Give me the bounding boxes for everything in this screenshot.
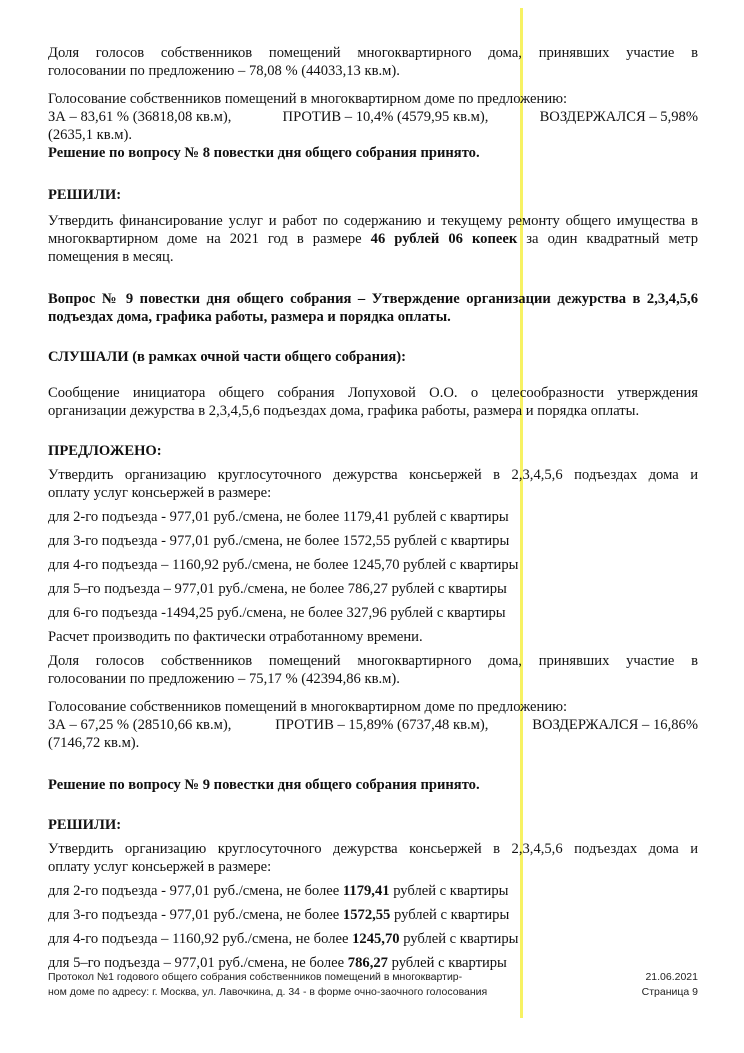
decision-question-8: Решение по вопросу № 8 повестки дня общего собрания принято. [48,145,480,161]
resolved-1-line-2-part-1: многоквартирном доме на 2021 год в размере [48,231,371,247]
proposed-item-entrance-3: для 3-го подъезда - 977,01 руб./смена, не более 1572,55 рублей с квартиры [48,533,510,549]
document-content [48,44,698,972]
voting-paragraph-line-3: (2635,1 кв.м). [48,127,133,143]
heard-heading: СЛУШАЛИ (в рамках очной части общего собрания): [48,349,407,365]
footer-page-number: Страница 9 [641,986,698,998]
resolved-1-line-2 [48,230,698,248]
resolved-item-entrance-4 [48,930,698,948]
resolved-1-line-2-part-2: за один квадратный метр [517,231,699,247]
proposed-payment-note: Расчет производить по фактически отработанному времени. [48,629,423,645]
resolved-1-line-3: помещения в месяц. [48,249,174,265]
proposed-item-entrance-5: для 5–го подъезда – 977,01 руб./смена, не более 786,27 рублей с квартиры [48,581,507,597]
proposed-item-entrance-4: для 4-го подъезда – 1160,92 руб./смена, не более 1245,70 рублей с квартиры [48,557,519,573]
vote-abstained: ВОЗДЕРЖАЛСЯ – 5,98% [539,109,698,125]
voting-2-line-1: Голосование собственников помещений в многоквартирном доме по предложению: [48,699,568,715]
resolved-2-line-2: оплату услуг консьержей в размере: [48,859,272,875]
question-9-line-2: подъездах дома, графика работы, размера и порядка оплаты. [48,309,451,325]
proposed-line-1: Утвердить организацию круглосуточного дежурства консьержей в 2,3,4,5,6 подъездах дома и [48,467,698,483]
proposed-item-entrance-6: для 6-го подъезда -1494,25 руб./смена, не более 327,96 рублей с квартиры [48,605,506,621]
footer-protocol-line-2: ном доме по адресу: г. Москва, ул. Лавочкина, д. 34 - в форме очно-заочного голосования [48,986,488,998]
resolved-item-entrance-4-post: рублей с квартиры [399,931,519,947]
voting-paragraph-line-1: Голосование собственников помещений в многоквартирном доме по предложению: [48,91,568,107]
proposed-line-2: оплату услуг консьержей в размере: [48,485,272,501]
voting-results-line [48,108,698,126]
resolved-item-entrance-2 [48,882,698,900]
resolved-item-entrance-2-amount: 1179,41 [342,883,390,899]
resolved-item-entrance-5-amount: 786,27 [347,955,388,971]
footer-date: 21.06.2021 [645,971,698,983]
resolved-item-entrance-2-post: рублей с квартиры [389,883,509,899]
resolved-item-entrance-3-pre: для 3-го подъезда - 977,01 руб./смена, не более [48,907,343,923]
resolved-item-entrance-4-pre: для 4-го подъезда – 1160,92 руб./смена, не более [48,931,353,947]
resolved-item-entrance-5-pre: для 5–го подъезда – 977,01 руб./смена, не более [48,955,348,971]
participation-paragraph-line-1: Доля голосов собственников помещений многоквартирного дома, принявших участие в [48,45,698,61]
footer-protocol-text [48,970,548,1000]
resolved-item-entrance-4-amount: 1245,70 [352,931,400,947]
vote-against: ПРОТИВ – 10,4% (4579,95 кв.м), [282,109,489,125]
resolved-heading-1: РЕШИЛИ: [48,187,122,203]
voting-2-line-3: (7146,72 кв.м). [48,735,140,751]
heard-line-1: Сообщение инициатора общего собрания Лопуховой О.О. о целесообразности утверждения [48,385,698,401]
heard-line-2: организации дежурства в 2,3,4,5,6 подъездах дома, графика работы, размера и порядка оплаты. [48,403,640,419]
resolved-heading-2: РЕШИЛИ: [48,817,122,833]
resolved-2-line-1: Утвердить организацию круглосуточного дежурства консьержей в 2,3,4,5,6 подъездах дома и [48,841,698,857]
vote-2-abstained: ВОЗДЕРЖАЛСЯ – 16,86% [532,717,698,733]
proposed-item-entrance-2: для 2-го подъезда - 977,01 руб./смена, не более 1179,41 рублей с квартиры [48,509,509,525]
participation-2-line-2: голосовании по предложению – 75,17 % (42394,86 кв.м). [48,671,400,687]
question-9-line-1: Вопрос № 9 повестки дня общего собрания – Утверждение организации дежурства в 2,3,4,5,6 [48,291,698,307]
vote-for: ЗА – 83,61 % (36818,08 кв.м), [48,109,232,125]
decision-question-9: Решение по вопросу № 9 повестки дня общего собрания принято. [48,777,480,793]
resolved-item-entrance-3 [48,906,698,924]
participation-2-line-1: Доля голосов собственников помещений многоквартирного дома, принявших участие в [48,653,698,669]
footer-protocol-line-1: Протокол №1 годового общего собрания собственников помещений в многоквартир- [48,971,463,983]
resolved-item-entrance-3-post: рублей с квартиры [390,907,510,923]
vote-2-for: ЗА – 67,25 % (28510,66 кв.м), [48,717,232,733]
voting-2-results-line [48,716,698,734]
proposed-heading: ПРЕДЛОЖЕНО: [48,443,162,459]
resolved-item-entrance-5-post: рублей с квартиры [387,955,507,971]
footer-meta [608,970,698,1000]
resolved-item-entrance-2-pre: для 2-го подъезда - 977,01 руб./смена, не более [48,883,343,899]
tariff-amount: 46 рублей 06 копеек [370,231,518,247]
resolved-item-entrance-3-amount: 1572,55 [342,907,391,923]
resolved-1-line-1: Утвердить финансирование услуг и работ по содержанию и текущему ремонту общего имущества в [48,213,698,229]
vote-2-against: ПРОТИВ – 15,89% (6737,48 кв.м), [275,717,489,733]
participation-paragraph-line-2: голосовании по предложению – 78,08 % (44033,13 кв.м). [48,63,400,79]
